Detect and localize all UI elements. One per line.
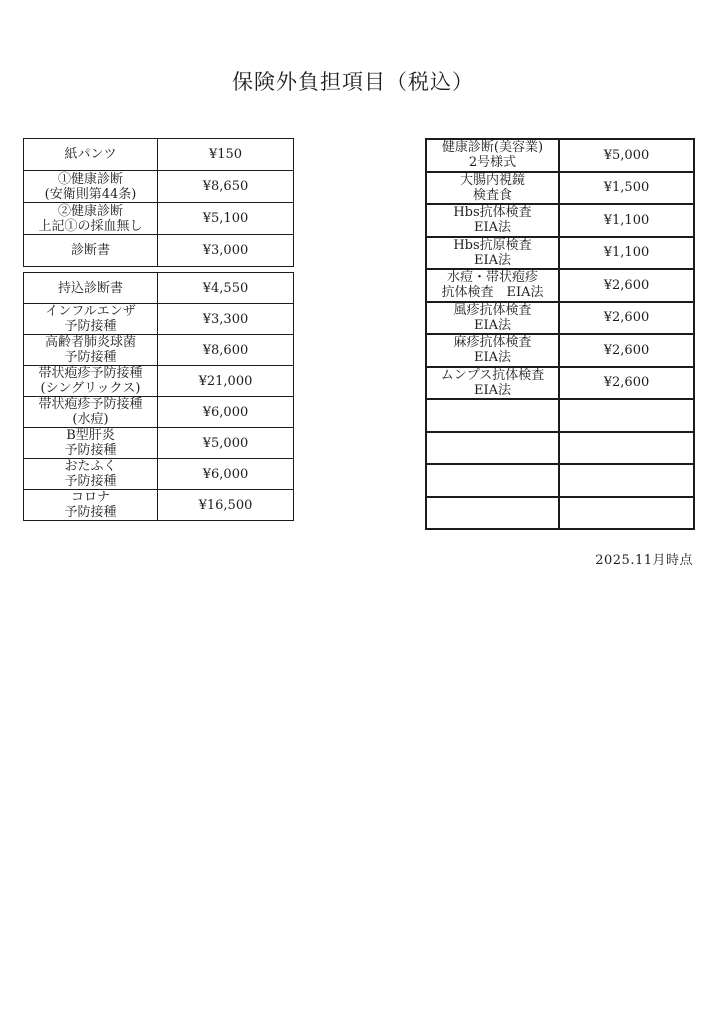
price-table-right — [425, 138, 695, 530]
table-row — [24, 273, 294, 304]
table-row — [426, 172, 694, 205]
item-label-line: (水痘) — [72, 412, 109, 427]
item-label-line: 予防接種 — [64, 443, 117, 458]
as-of-date: 2025.11月時点 — [595, 553, 693, 568]
item-price-cell: ¥5,100 — [158, 203, 294, 235]
item-label-line: (シングリックス) — [40, 381, 141, 396]
item-label-line: EIA法 — [473, 382, 511, 398]
item-label-cell — [426, 464, 559, 497]
item-label-line: 紙パンツ — [64, 147, 117, 162]
table-row — [426, 237, 694, 270]
item-label-line: インフルエンザ — [45, 304, 136, 319]
item-label-cell — [426, 367, 559, 400]
table-row — [24, 490, 294, 521]
item-label-line: 風疹抗体検査 — [453, 302, 532, 318]
item-price-cell: ¥3,000 — [158, 235, 294, 267]
item-label-cell — [426, 139, 559, 172]
item-label-line: B型肝炎 — [66, 428, 115, 443]
item-price-cell: ¥150 — [158, 139, 294, 171]
item-label-line: 持込診断書 — [57, 280, 123, 296]
table-row — [24, 366, 294, 397]
table-row — [426, 367, 694, 400]
item-price-cell: ¥8,600 — [158, 335, 294, 366]
item-label-line: Hbs抗体検査 — [453, 205, 532, 221]
item-label-line: 高齢者肺炎球菌 — [44, 335, 136, 350]
item-price-cell: ¥2,600 — [559, 302, 694, 335]
item-price-cell: ¥2,600 — [559, 334, 694, 367]
item-label-line: 検査食 — [472, 187, 512, 203]
item-label-cell — [426, 334, 559, 367]
item-price-cell: ¥6,000 — [158, 397, 294, 428]
item-label-cell — [24, 397, 158, 428]
price-table-left-bottom — [23, 272, 294, 521]
item-price-cell: ¥8,650 — [158, 171, 294, 203]
item-label-line: 診断書 — [70, 243, 110, 258]
table-row — [426, 399, 694, 432]
item-price-cell: ¥3,300 — [158, 304, 294, 335]
item-label-cell — [24, 304, 158, 335]
item-label-cell — [24, 203, 158, 235]
table-row — [426, 432, 694, 465]
item-label-line: Hbs抗原検査 — [453, 237, 532, 253]
item-label-cell — [426, 302, 559, 335]
item-label-line: 水痘・帯状疱疹 — [446, 270, 538, 286]
page-title: 保険外負担項目（税込） — [232, 70, 474, 94]
item-label-cell — [24, 459, 158, 490]
table-row — [24, 428, 294, 459]
item-label-cell — [426, 237, 559, 270]
item-price-cell: ¥5,000 — [559, 139, 694, 172]
item-label-line: 予防接種 — [64, 505, 117, 520]
item-label-line: (安衛則第44条) — [44, 186, 137, 202]
item-price-cell — [559, 432, 694, 465]
item-label-line: 予防接種 — [64, 350, 117, 365]
item-label-cell — [24, 139, 158, 171]
item-label-line: 上記①の採血無し — [38, 218, 143, 234]
item-price-cell: ¥21,000 — [158, 366, 294, 397]
item-label-cell — [426, 399, 559, 432]
item-label-line: おたふく — [64, 459, 117, 474]
item-label-line: 抗体検査 EIA法 — [441, 285, 544, 301]
table-row — [426, 139, 694, 172]
item-label-line: ①健康診断 — [57, 171, 123, 187]
item-label-line: 帯状疱疹予防接種 — [38, 397, 143, 412]
table-row — [24, 235, 294, 267]
item-price-cell: ¥1,100 — [559, 204, 694, 237]
table-row — [24, 171, 294, 203]
item-label-cell — [426, 172, 559, 205]
table-row — [426, 334, 694, 367]
item-label-line: 2号様式 — [468, 155, 517, 171]
table-row — [426, 464, 694, 497]
item-price-cell: ¥2,600 — [559, 367, 694, 400]
item-price-cell: ¥2,600 — [559, 269, 694, 302]
item-label-cell — [426, 269, 559, 302]
item-label-line: コロナ — [70, 490, 110, 505]
item-label-cell — [24, 490, 158, 521]
table-row — [426, 204, 694, 237]
table-row — [24, 304, 294, 335]
table-row — [24, 203, 294, 235]
item-label-cell — [426, 497, 559, 530]
item-label-cell — [24, 171, 158, 203]
item-label-line: 大腸内視鏡 — [459, 172, 525, 188]
item-label-line: 帯状疱疹予防接種 — [38, 366, 143, 381]
item-label-line: EIA法 — [473, 220, 511, 236]
item-label-line: 麻疹抗体検査 — [453, 335, 532, 351]
price-table-left-top — [23, 138, 294, 267]
item-label-line: EIA法 — [473, 252, 511, 268]
item-price-cell: ¥1,100 — [559, 237, 694, 270]
item-label-cell — [426, 204, 559, 237]
item-label-cell — [24, 366, 158, 397]
item-price-cell: ¥16,500 — [158, 490, 294, 521]
table-row — [24, 335, 294, 366]
item-label-line: 予防接種 — [64, 474, 117, 489]
item-label-line: ②健康診断 — [57, 203, 123, 219]
item-label-cell — [24, 273, 158, 304]
table-row — [24, 459, 294, 490]
item-price-cell: ¥1,500 — [559, 172, 694, 205]
item-label-cell — [426, 432, 559, 465]
item-price-cell — [559, 464, 694, 497]
item-price-cell: ¥4,550 — [158, 273, 294, 304]
item-price-cell: ¥6,000 — [158, 459, 294, 490]
item-label-line: EIA法 — [473, 317, 511, 333]
table-row — [24, 139, 294, 171]
item-label-line: EIA法 — [473, 350, 511, 366]
item-label-cell — [24, 428, 158, 459]
item-label-line: ムンプス抗体検査 — [440, 367, 545, 383]
table-row — [426, 497, 694, 530]
table-row — [426, 302, 694, 335]
item-price-cell — [559, 497, 694, 530]
item-price-cell: ¥5,000 — [158, 428, 294, 459]
item-label-cell — [24, 235, 158, 267]
table-row — [24, 397, 294, 428]
item-label-line: 健康診断(美容業) — [441, 140, 544, 156]
item-label-line: 予防接種 — [64, 319, 117, 334]
item-price-cell — [559, 399, 694, 432]
table-row — [426, 269, 694, 302]
item-label-cell — [24, 335, 158, 366]
